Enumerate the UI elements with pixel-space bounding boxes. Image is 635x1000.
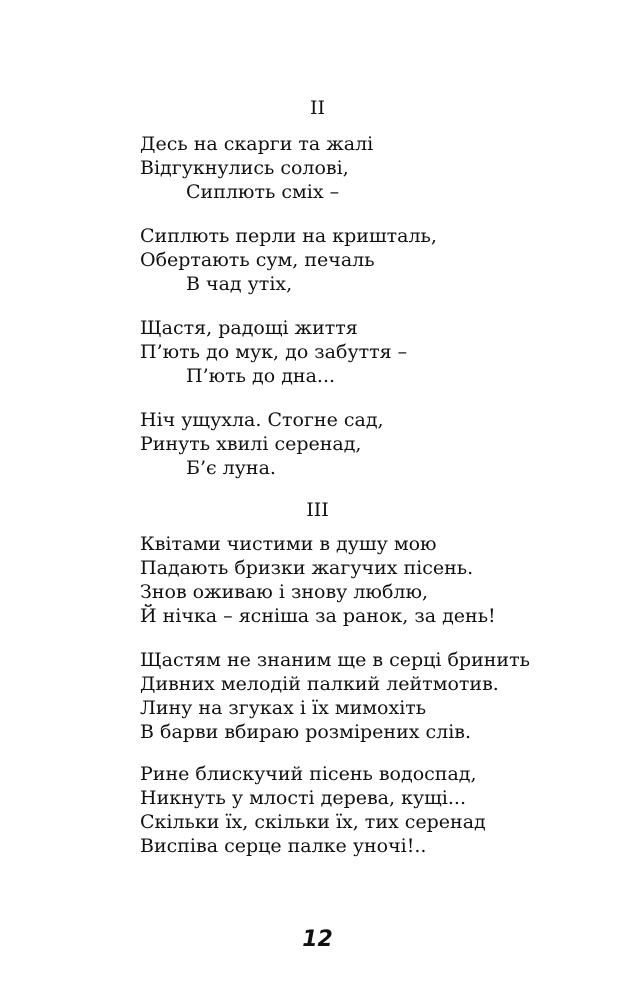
poem-line: Лину на згуках і їх мимохіть — [140, 697, 427, 719]
poem-line: Щастям не знаним ще в серці бринить — [140, 649, 530, 671]
page-number: 12 — [302, 927, 333, 952]
poem-line: Квітами чистими в душу мою — [140, 533, 437, 555]
poem-line: Никнуть у млості дерева, кущі... — [140, 787, 466, 809]
poem-line: Дивних мелодій палкий лейтмотив. — [140, 673, 499, 695]
stanza-ii-2 — [140, 224, 620, 296]
poem-line: Відгукнулись солові, — [140, 157, 349, 179]
stanza-ii-3 — [140, 316, 620, 388]
poem-line: Обертають сум, печаль — [140, 249, 375, 271]
poem-line: Скільки їх, скільки їх, тих серенад — [140, 811, 486, 833]
poem-line: Десь на скарги та жалі — [140, 133, 374, 155]
poem-line: Б’є луна. — [186, 457, 276, 479]
poem-line: Ринуть хвилі серенад, — [140, 433, 362, 455]
poem-line: Щастя, радощі життя — [140, 317, 358, 339]
stanza-iii-3 — [140, 762, 620, 858]
poem-line: Сиплють перли на кришталь, — [140, 225, 437, 247]
poem-line: Рине блискучий пісень водоспад, — [140, 763, 477, 785]
poem-line: П’ють до мук, до забуття – — [140, 341, 408, 363]
poem-line: В барви вбираю розмірених слів. — [140, 721, 472, 743]
poem-line: Сиплють сміх – — [186, 181, 340, 203]
poem-line: В чад утіх, — [186, 273, 293, 295]
section-title-iii: III — [306, 499, 329, 521]
poem-line: Й нічка – ясніша за ранок, за день! — [140, 605, 496, 627]
stanza-ii-1 — [140, 132, 620, 204]
poem-line: Ніч ущухла. Стогне сад, — [140, 409, 384, 431]
stanza-iii-1 — [140, 532, 620, 628]
poem-line: Падають бризки жагучих пісень. — [140, 557, 474, 579]
stanza-ii-4 — [140, 408, 620, 480]
section-title-ii: II — [309, 97, 325, 119]
stanza-iii-2 — [140, 648, 620, 744]
poem-line: Знов оживаю і знову люблю, — [140, 581, 429, 603]
poem-line: П’ють до дна... — [186, 365, 336, 387]
poem-line: Виспіва серце палке уночі!.. — [140, 835, 427, 857]
